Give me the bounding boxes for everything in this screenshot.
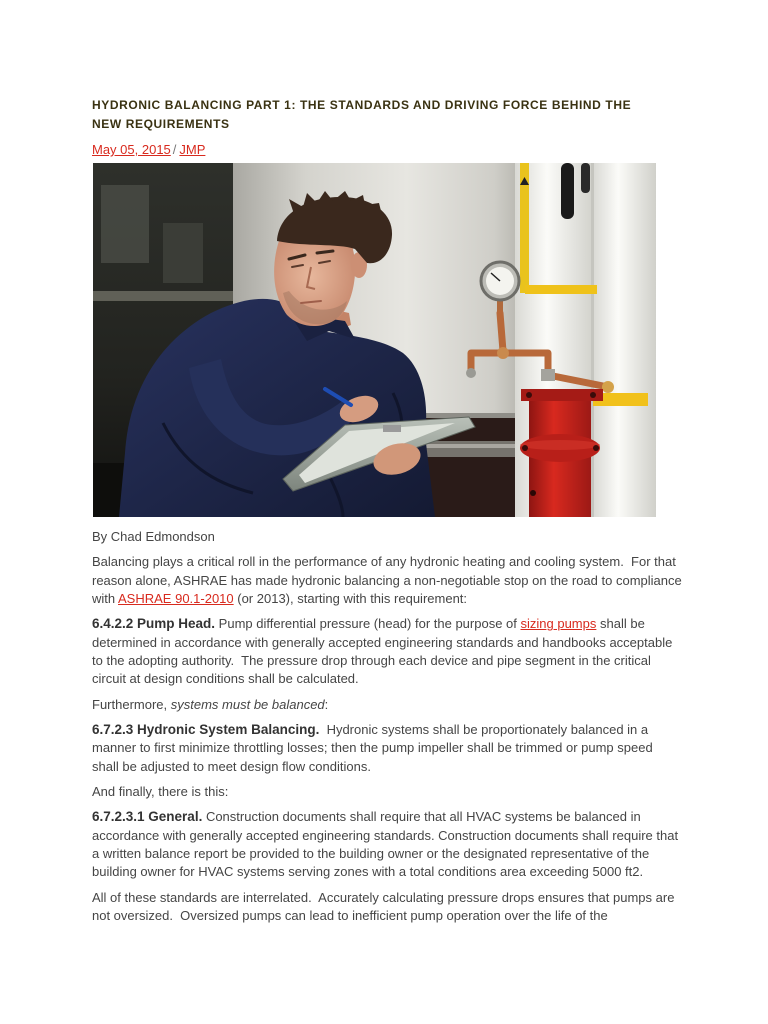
paragraph-general [92, 808, 682, 881]
text-line [92, 721, 682, 739]
text-line: determined in accordance with generally accepted engineering standards and handbooks acceptable [92, 634, 673, 650]
article-photo [93, 163, 656, 517]
text-line: a written balance report be provided to the building owner or the designated representative of the [92, 846, 650, 862]
text-line [92, 615, 682, 633]
text-line: shall be adjusted to meet design flow conditions. [92, 758, 371, 774]
article-body [92, 528, 682, 932]
paragraph-intro [92, 553, 682, 608]
byline [92, 528, 682, 546]
text-line: Balancing plays a critical roll in the performance of any hydronic heating and cooling system. For that [92, 554, 676, 570]
sizing-pumps-link[interactable]: sizing pumps [520, 616, 597, 632]
text-line: And finally, there is this: [92, 784, 229, 800]
text-segment: Furthermore, [92, 696, 171, 712]
article-title [92, 96, 631, 134]
ashrae-90-1-link[interactable]: ASHRAE 90.1-2010 [118, 590, 234, 606]
emphasis-text: systems must be balanced [170, 696, 325, 712]
text-line [92, 696, 682, 714]
byline-text: By Chad Edmondson [92, 529, 215, 544]
paragraph-and-finally [92, 783, 682, 801]
meta-separator: / [172, 142, 177, 157]
paragraph-system-balancing [92, 721, 682, 776]
text-segment: Pump differential pressure (head) for the purpose of [215, 616, 521, 632]
author-link[interactable]: JMP [179, 142, 206, 157]
text-line: All of these standards are interrelated. Accurately calculating pressure drops ensures that pumps are [92, 889, 675, 905]
text-line [92, 808, 682, 826]
text-line: manner to first minimize throttling losses; then the pump impeller shall be trimmed or pump speed [92, 740, 653, 756]
paragraph-interrelated [92, 889, 682, 926]
text-line: accordance with generally accepted engineering standards. Construction documents shall require that [92, 827, 679, 843]
paragraph-furthermore [92, 696, 682, 714]
text-segment: with [92, 590, 119, 606]
text-line: reason alone, ASHRAE has made hydronic balancing a non-negotiable stop on the road to compliance [92, 572, 682, 588]
post-meta [92, 141, 205, 159]
text-line: to the adopting authority. The pressure drop through each device and pipe segment in the critical [92, 652, 651, 668]
section-heading: 6.4.2.2 Pump Head. [92, 616, 216, 632]
text-line [92, 590, 682, 608]
text-segment: : [324, 696, 329, 712]
text-line: circuit at design conditions shall be calculated. [92, 671, 359, 687]
text-line: building owner for HVAC systems serving zones with a total conditions area exceeding 5000 ft2. [92, 864, 644, 880]
date-link[interactable]: May 05, 2015 [92, 142, 171, 157]
title-line: NEW REQUIREMENTS [92, 117, 230, 131]
text-line: not oversized. Oversized pumps can lead to inefficient pump operation over the life of the [92, 908, 608, 923]
text-segment: Hydronic systems shall be proportionately balanced in a [319, 722, 649, 738]
red-valve [520, 389, 603, 517]
paragraph-pump-head [92, 615, 682, 688]
text-segment: shall be [596, 616, 645, 632]
text-segment: (or 2013), starting with this requirement: [233, 590, 468, 606]
section-heading: 6.7.2.3 Hydronic System Balancing. [92, 722, 320, 738]
section-heading: 6.7.2.3.1 General. [92, 809, 203, 825]
title-line: HYDRONIC BALANCING PART 1: THE STANDARDS AND DRIVING FORCE BEHIND THE [92, 98, 632, 112]
text-segment: Construction documents shall require that all HVAC systems be balanced in [202, 809, 641, 825]
